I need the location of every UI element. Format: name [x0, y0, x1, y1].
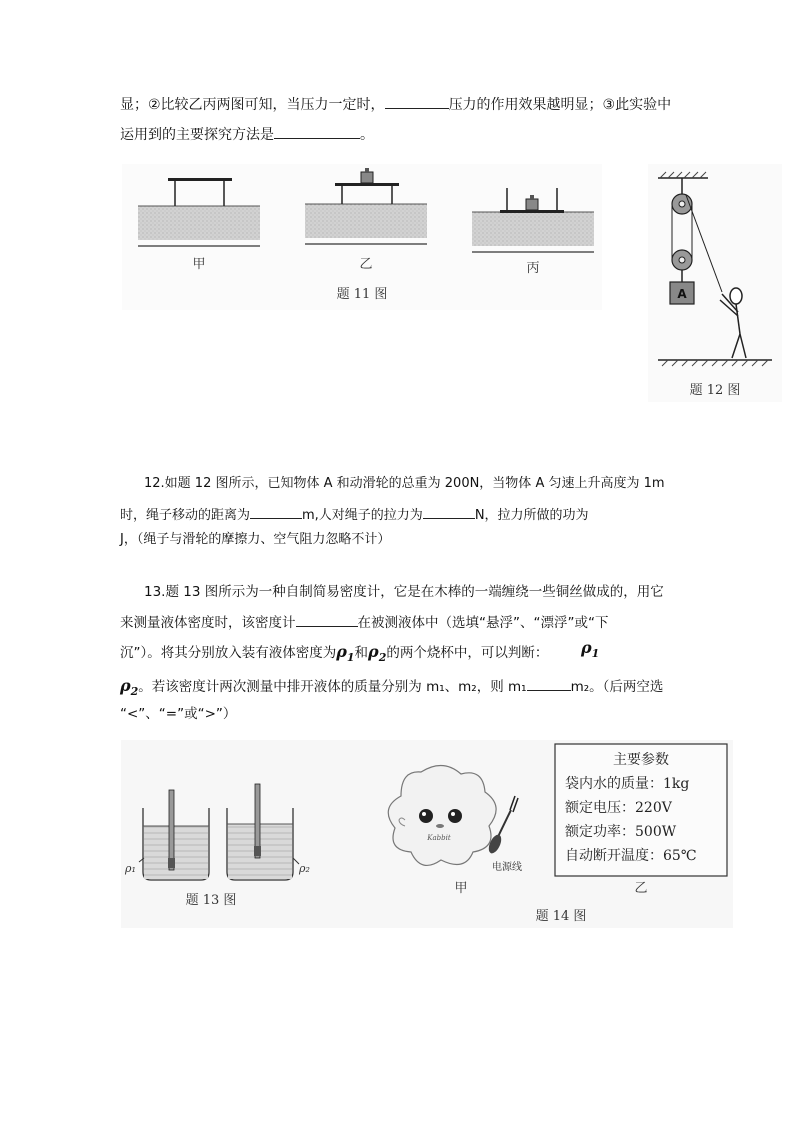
q13-text-line2: 来测量液体密度时，该密度计 在被测液体中（选填“悬浮”、“漂浮”或“下	[120, 612, 608, 633]
fig11-label-jia: 甲	[192, 257, 206, 272]
q11-blank-2[interactable]	[274, 124, 360, 139]
svg-text:ρ₁: ρ₁	[125, 862, 136, 875]
fig11-label-yi: 乙	[359, 257, 373, 272]
fig11-caption: 题 11 图	[336, 287, 388, 302]
params-title: 主要参数	[613, 752, 669, 768]
rho-2-symbol-line4: $\rho_2$	[120, 676, 139, 699]
q13-text-line3: 沉”）。将其分别放入装有液体密度为$\rho_1$和$\rho_2$的两个烧杯中，可以判断：	[120, 642, 549, 665]
q11-text-line1: 显；②比较乙丙两图可知，当压力一定时， 压力的作用效果越明显；③此实验中	[120, 94, 671, 115]
figure-11	[122, 164, 602, 310]
fig13-caption: 题 13 图	[185, 893, 237, 908]
fig14-label-jia: 甲	[454, 881, 468, 896]
figure-12	[648, 164, 782, 402]
block-a-label: A	[677, 287, 687, 301]
fig14-label-yi: 乙	[634, 881, 648, 896]
q12-blank-1[interactable]	[250, 504, 302, 519]
q13-blank-2[interactable]	[527, 676, 571, 691]
q12-text-line2: 时，绳子移动的距离为 m,人对绳子的拉力为 N，拉力所做的功为	[120, 504, 589, 526]
q11-text-line2: 运用到的主要探究方法是 。	[120, 124, 374, 145]
param-rated-voltage: 额定电压：220V	[565, 800, 672, 816]
kabbit-logo: Kabbit	[427, 834, 451, 842]
fig12-caption: 题 12 图	[689, 383, 741, 398]
q12-text-line3: J，（绳子与滑轮的摩擦力、空气阻力忽略不计）	[120, 532, 391, 547]
rho-2-symbol: $\rho_2$	[368, 642, 387, 665]
q12-blank-2[interactable]	[423, 504, 475, 519]
q13-blank-1[interactable]	[296, 612, 358, 627]
q12-text-line1: 12.如题 12 图所示，已知物体 A 和动滑轮的总重为 200N，当物体 A 匀速上升高度为 1m	[144, 476, 665, 491]
cord-label: 电源线	[492, 862, 522, 873]
q13-text-line1: 13.题 13 图所示为一种自制简易密度计，它是在木棒的一端缠绕一些铜丝做成的，用它	[144, 584, 664, 600]
q11-blank-1[interactable]	[385, 94, 449, 109]
q13-text-line5: “<”、“=”或“>”）	[120, 706, 237, 722]
q13-text-line4: $\rho_2$。若该密度计两次测量中排开液体的质量分别为 m₁、m₂，则 m₁ m₂。（后两空选	[120, 676, 664, 699]
q13-rho1-end: $\rho_1$	[581, 638, 600, 661]
fig11-label-bing: 丙	[526, 261, 540, 276]
param-cutoff-temp: 自动断开温度：65℃	[565, 848, 697, 864]
param-water-mass: 袋内水的质量：1kg	[565, 776, 690, 792]
params-box	[555, 744, 727, 876]
param-rated-power: 额定功率：500W	[565, 824, 677, 840]
fig14-caption: 题 14 图	[535, 909, 587, 924]
rho-1-symbol: $\rho_1$	[336, 642, 355, 665]
figures-13-14	[121, 740, 733, 928]
svg-text:ρ₂: ρ₂	[299, 862, 310, 875]
